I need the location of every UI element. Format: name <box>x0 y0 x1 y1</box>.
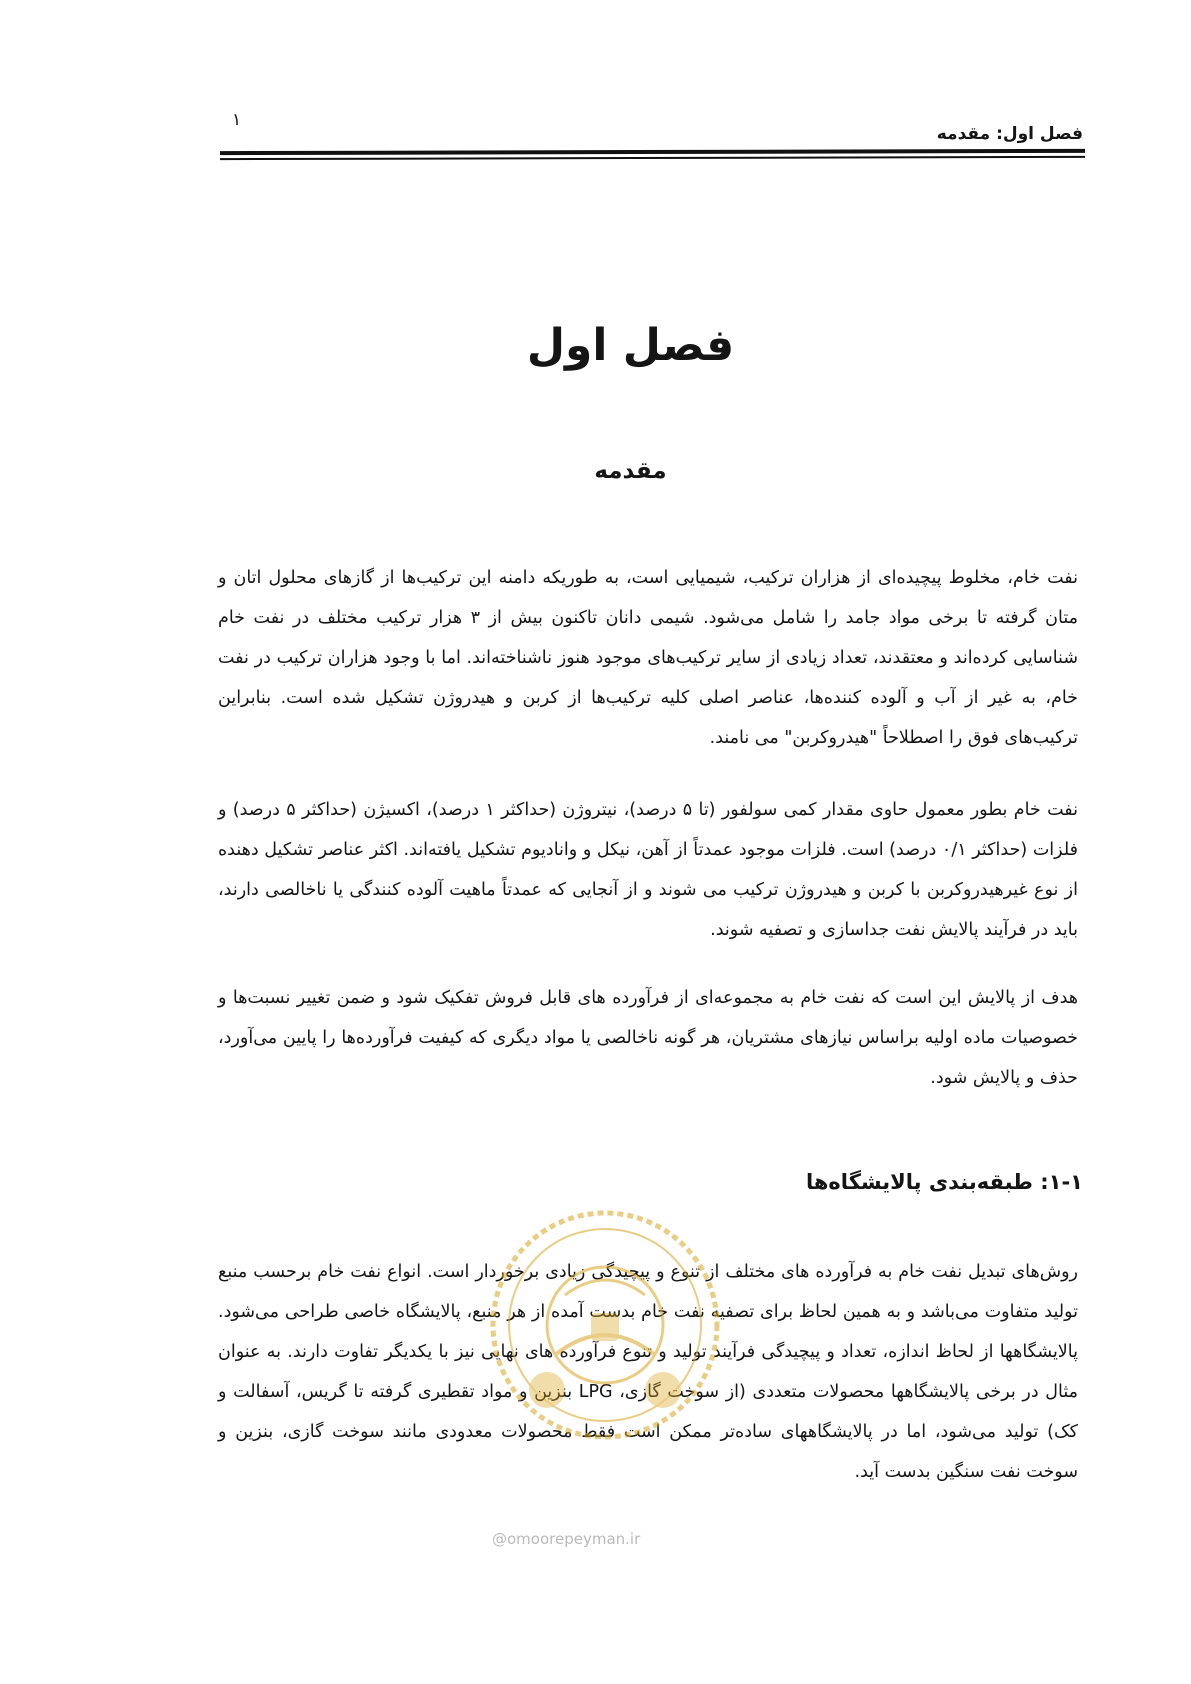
header-rule-thick <box>220 149 1085 155</box>
paragraph-intro: نفت خام، مخلوط پیچیده‌ای از هزاران ترکیب، شیمیایی است، به طوریکه دامنه این ترکیب‌ها از گازهای محلول اتان و متان گرفته تا برخی مواد جامد را شامل می‌شود. شیمی دانان تاکنون بیش از ۳ هزار ترکیب مختلف در نفت خام شناسایی کرده‌اند و معتقدند، تعداد زیادی از سایر ترکیب‌های موجود هنوز ناشناخته‌اند. اما با وجود هزاران ترکیب در نفت خام، به غیر از آب و آلوده کننده‌ها، عناصر اصلی کلیه ترکیب‌ها از کربن و هیدروژن تشکیل شده است. بنابراین ترکیب‌های فوق را اصطلاحاً "هیدروکربن" می نامند. <box>218 568 1078 748</box>
watermark-seal-icon <box>485 1205 725 1445</box>
header-rule-thin <box>220 156 1085 160</box>
watermark-site: @omoorepeyman.ir <box>492 1530 641 1548</box>
subsection-title: ۱-۱: طبقه‌بندی پالایشگاه‌ها <box>805 1170 1083 1194</box>
paragraph-composition: نفت خام بطور معمول حاوی مقدار کمی سولفور (تا ۵ درصد)، نیتروژن (حداکثر ۱ درصد)، اکسیژن (حداکثر ۵ درصد) و فلزات (حداکثر ۰/۱ درصد) است. فلزات موجود عمدتاً از آهن، نیکل و وانادیوم تشکیل یافته‌اند. اکثر عناصر تشکیل دهنده از نوع غیرهیدروکربن با کربن و هیدروژن ترکیب می شوند و از آنجایی که عمدتاً ماهیت آلوده کنندگی یا ناخالصی دارند، باید در فرآیند پالایش نفت جداسازی و تصفیه شوند. <box>218 800 1078 940</box>
paragraph-refining-goal: هدف از پالایش این است که نفت خام به مجموعه‌ای از فرآورده های قابل فروش تفکیک شود و ضمن تغییر نسبت‌ها و خصوصیات ماده اولیه براساس نیازهای مشتریان، هر گونه ناخالصی یا مواد دیگری که کیفیت فرآورده‌ها را پایین می‌آورد، حذف و پالایش شود. <box>218 988 1078 1088</box>
running-header-title: فصل اول: مقدمه <box>936 124 1083 144</box>
paragraph-refinery-types: روش‌های تبدیل نفت خام به فرآورده های مختلف از تنوع و پیچیدگی زیادی برخوردار است. انواع نفت خام برحسب منبع تولید متفاوت می‌باشد و به همین لحاظ برای تصفیه نفت خام بدست آمده از هر منبع، پالایشگاه خاصی طراحی می‌شود. پالایشگاهها از لحاظ اندازه، تعداد و پیچیدگی فرآیند تولید و تنوع فرآورده های نهایی نیز با یکدیگر تفاوت دارند. به عنوان مثال در برخی پالایشگاهها محصولات متعددی (از سوخت گازی، LPG بنزین و مواد تقطیری گرفته تا گریس، آسفالت و کک) تولید می‌شود، اما در پالایشگاههای ساده‌تر ممکن است فقط محصولات معدودی مانند سوخت گازی، بنزین و سوخت نفت سنگین بدست آید. <box>218 1262 1079 1482</box>
section-title: مقدمه <box>594 458 667 484</box>
page-number: ۱ <box>232 110 242 130</box>
chapter-title: فصل اول <box>526 320 735 371</box>
